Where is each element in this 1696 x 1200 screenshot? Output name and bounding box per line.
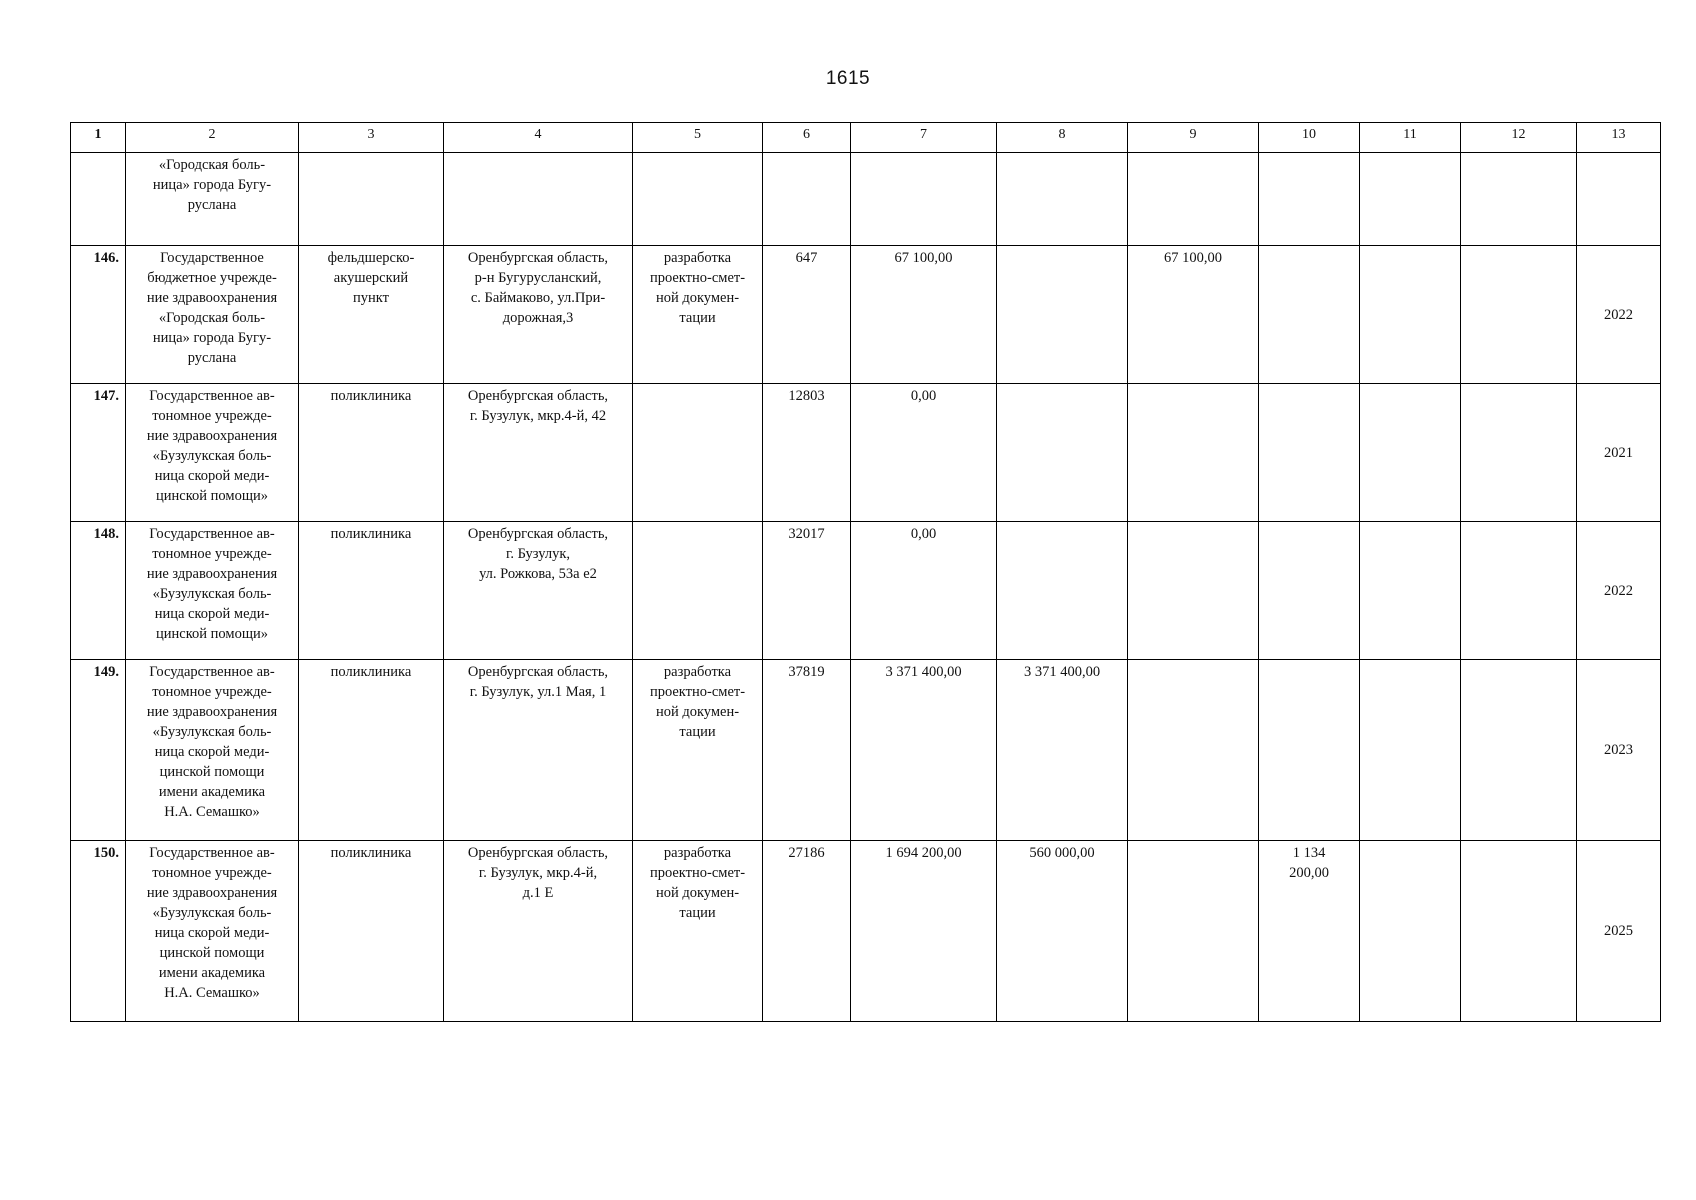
completion-year: 2023 bbox=[1577, 660, 1661, 841]
facility-type: поликлиника bbox=[299, 384, 444, 522]
facility-address: Оренбургская область, г. Бузулук, ул.1 Мая, 1 bbox=[444, 660, 633, 841]
cost-col-11 bbox=[1360, 384, 1461, 522]
facility-address: Оренбургская область, г. Бузулук, мкр.4-й, д.1 Е bbox=[444, 841, 633, 1022]
area-value: 32017 bbox=[763, 522, 851, 660]
registry-table bbox=[70, 122, 1661, 1022]
column-number: 8 bbox=[997, 123, 1128, 153]
column-number: 13 bbox=[1577, 123, 1661, 153]
cost-col-12 bbox=[1461, 660, 1577, 841]
institution-name: Государственное ав- тономное учрежде- ние здравоохранения «Бузулукская боль- ница скорой меди- цинской помощи» bbox=[126, 522, 299, 660]
institution-name: Государственное ав- тономное учрежде- ние здравоохранения «Бузулукская боль- ница скорой меди- цинской помощи» bbox=[126, 384, 299, 522]
column-number-row bbox=[71, 123, 1661, 153]
facility-address: Оренбургская область, р-н Бугурусланский, с. Баймаково, ул.При- дорожная,3 bbox=[444, 246, 633, 384]
facility-address: Оренбургская область, г. Бузулук, мкр.4-й, 42 bbox=[444, 384, 633, 522]
total-cost: 1 694 200,00 bbox=[851, 841, 997, 1022]
row-number: 147. bbox=[71, 384, 126, 522]
area-value: 27186 bbox=[763, 841, 851, 1022]
cost-col-12 bbox=[1461, 384, 1577, 522]
facility-address: Оренбургская область, г. Бузулук, ул. Рожкова, 53а е2 bbox=[444, 522, 633, 660]
cost-col-10 bbox=[1259, 246, 1360, 384]
cost-col-8 bbox=[997, 384, 1128, 522]
facility-type: фельдшерско- акушерский пункт bbox=[299, 246, 444, 384]
completion-year: 2021 bbox=[1577, 384, 1661, 522]
column-number: 5 bbox=[633, 123, 763, 153]
column-number: 11 bbox=[1360, 123, 1461, 153]
row-number bbox=[71, 153, 126, 246]
facility-type bbox=[299, 153, 444, 246]
institution-name: «Городская боль- ница» города Бугу- руслана bbox=[126, 153, 299, 246]
column-number: 1 bbox=[71, 123, 126, 153]
cost-col-9: 67 100,00 bbox=[1128, 246, 1259, 384]
institution-name: Государственное ав- тономное учрежде- ние здравоохранения «Бузулукская боль- ница скорой меди- цинской помощи имени академика Н.А. Семашко» bbox=[126, 841, 299, 1022]
cost-col-10 bbox=[1259, 522, 1360, 660]
work-type bbox=[633, 153, 763, 246]
area-value bbox=[763, 153, 851, 246]
total-cost: 3 371 400,00 bbox=[851, 660, 997, 841]
work-type bbox=[633, 384, 763, 522]
cost-col-11 bbox=[1360, 660, 1461, 841]
total-cost: 0,00 bbox=[851, 522, 997, 660]
cost-col-9 bbox=[1128, 660, 1259, 841]
column-number: 9 bbox=[1128, 123, 1259, 153]
total-cost: 67 100,00 bbox=[851, 246, 997, 384]
cost-col-8 bbox=[997, 522, 1128, 660]
cost-col-11 bbox=[1360, 246, 1461, 384]
total-cost bbox=[851, 153, 997, 246]
table-row bbox=[71, 660, 1661, 841]
cost-col-9 bbox=[1128, 384, 1259, 522]
institution-name: Государственное ав- тономное учрежде- ние здравоохранения «Бузулукская боль- ница скорой меди- цинской помощи имени академика Н.А. Семашко» bbox=[126, 660, 299, 841]
facility-type: поликлиника bbox=[299, 522, 444, 660]
cost-col-10 bbox=[1259, 153, 1360, 246]
cost-col-9 bbox=[1128, 522, 1259, 660]
completion-year: 2025 bbox=[1577, 841, 1661, 1022]
cost-col-8 bbox=[997, 153, 1128, 246]
cost-col-9 bbox=[1128, 841, 1259, 1022]
table-row bbox=[71, 246, 1661, 384]
cost-col-12 bbox=[1461, 841, 1577, 1022]
row-number: 148. bbox=[71, 522, 126, 660]
facility-type: поликлиника bbox=[299, 660, 444, 841]
row-number: 150. bbox=[71, 841, 126, 1022]
facility-type: поликлиника bbox=[299, 841, 444, 1022]
cost-col-10 bbox=[1259, 384, 1360, 522]
work-type bbox=[633, 522, 763, 660]
cost-col-11 bbox=[1360, 153, 1461, 246]
work-type: разработка проектно-смет- ной докумен- тации bbox=[633, 660, 763, 841]
area-value: 12803 bbox=[763, 384, 851, 522]
work-type: разработка проектно-смет- ной докумен- тации bbox=[633, 841, 763, 1022]
cost-col-8: 3 371 400,00 bbox=[997, 660, 1128, 841]
page-number: 1615 bbox=[825, 68, 871, 89]
cost-col-11 bbox=[1360, 522, 1461, 660]
table-row bbox=[71, 522, 1661, 660]
cost-col-8 bbox=[997, 246, 1128, 384]
table-row bbox=[71, 384, 1661, 522]
cost-col-11 bbox=[1360, 841, 1461, 1022]
column-number: 4 bbox=[444, 123, 633, 153]
area-value: 647 bbox=[763, 246, 851, 384]
row-number: 149. bbox=[71, 660, 126, 841]
cost-col-12 bbox=[1461, 153, 1577, 246]
column-number: 2 bbox=[126, 123, 299, 153]
cost-col-12 bbox=[1461, 522, 1577, 660]
total-cost: 0,00 bbox=[851, 384, 997, 522]
column-number: 12 bbox=[1461, 123, 1577, 153]
cost-col-10: 1 134 200,00 bbox=[1259, 841, 1360, 1022]
table-row bbox=[71, 153, 1661, 246]
completion-year bbox=[1577, 153, 1661, 246]
completion-year: 2022 bbox=[1577, 246, 1661, 384]
column-number: 7 bbox=[851, 123, 997, 153]
cost-col-12 bbox=[1461, 246, 1577, 384]
row-number: 146. bbox=[71, 246, 126, 384]
work-type: разработка проектно-смет- ной докумен- тации bbox=[633, 246, 763, 384]
column-number: 6 bbox=[763, 123, 851, 153]
cost-col-8: 560 000,00 bbox=[997, 841, 1128, 1022]
facility-address bbox=[444, 153, 633, 246]
area-value: 37819 bbox=[763, 660, 851, 841]
column-number: 10 bbox=[1259, 123, 1360, 153]
cost-col-10 bbox=[1259, 660, 1360, 841]
column-number: 3 bbox=[299, 123, 444, 153]
table-row bbox=[71, 841, 1661, 1022]
cost-col-9 bbox=[1128, 153, 1259, 246]
completion-year: 2022 bbox=[1577, 522, 1661, 660]
institution-name: Государственное бюджетное учрежде- ние здравоохранения «Городская боль- ница» города Бугу- руслана bbox=[126, 246, 299, 384]
